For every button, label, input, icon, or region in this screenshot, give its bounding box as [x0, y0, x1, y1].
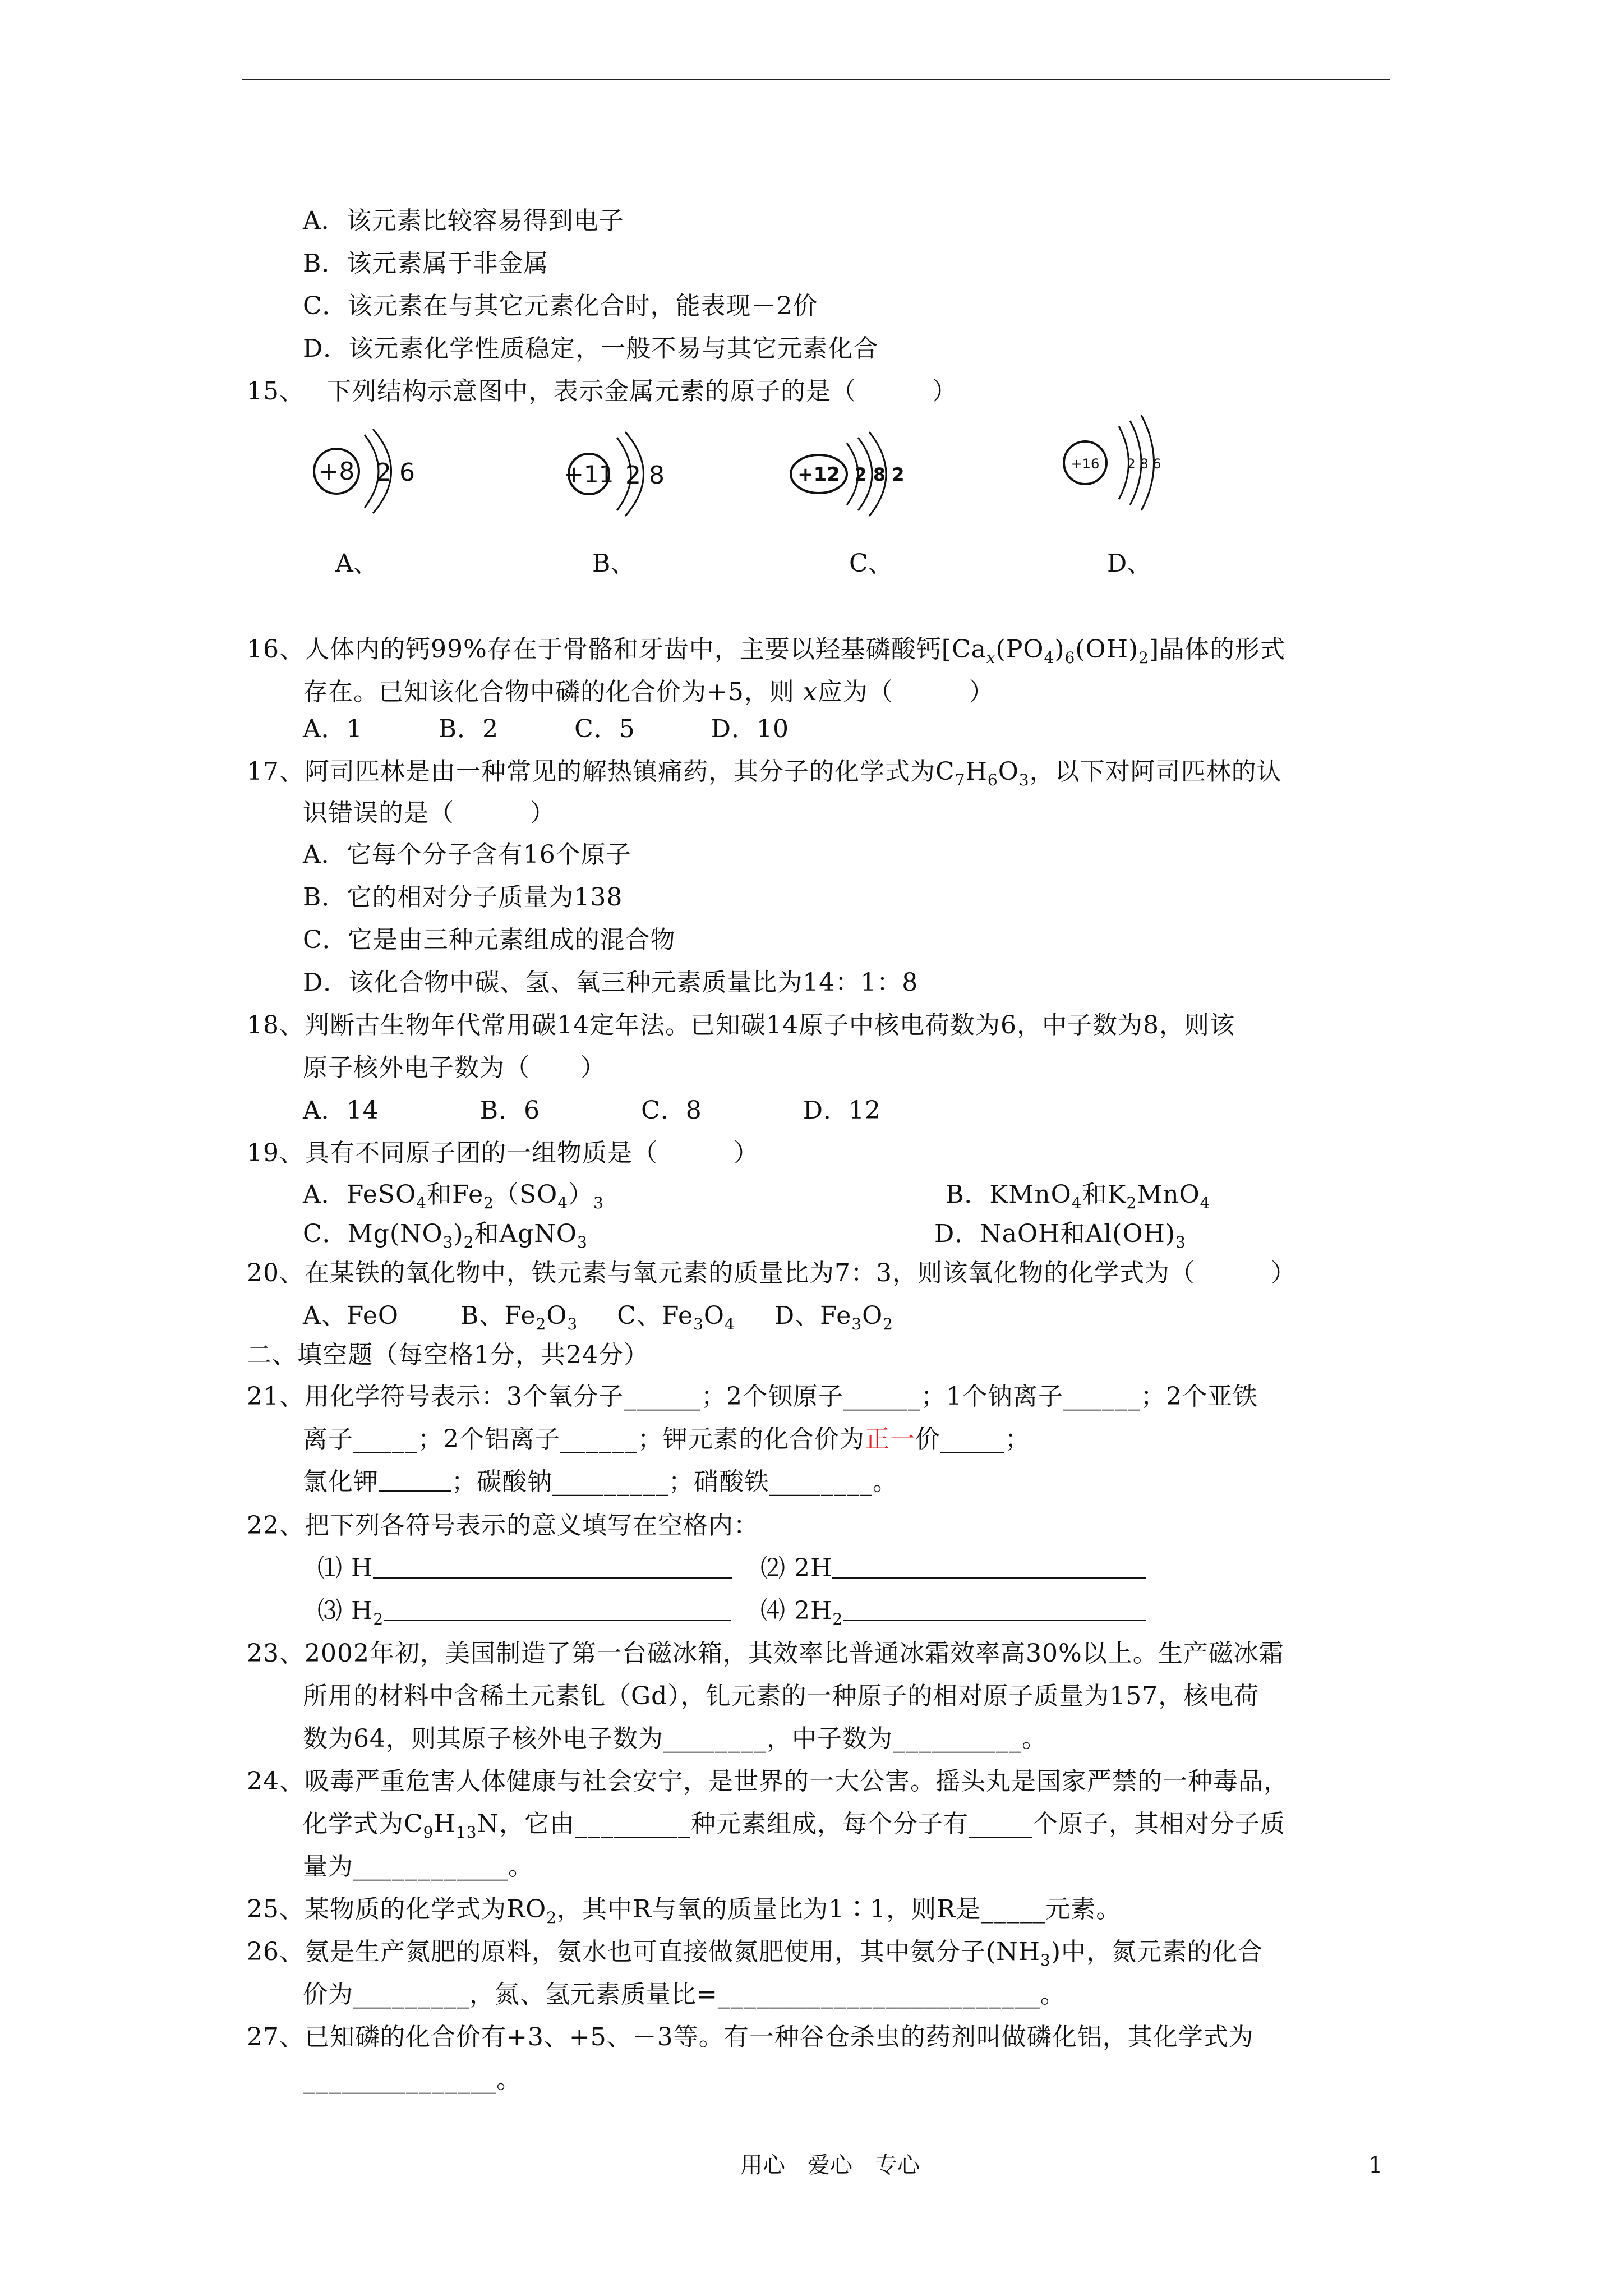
atom-a-shells: 2 6 — [376, 458, 415, 487]
atom-c-shells: 2 8 2 — [854, 464, 905, 485]
q27-line1: 27、已知磷的化合价有+3、+5、－3等。有一种谷仓杀虫的药剂叫做磷化铝，其化学式为 — [247, 2023, 1254, 2051]
q21-line3: 氯化钾 ；碳酸钠_________；硝酸铁________。 — [303, 1465, 898, 1499]
atom-diagram-d — [1060, 415, 1195, 527]
atom-b-label: B、 — [592, 549, 635, 578]
q17-line2: 识错误的是（ ） — [303, 799, 555, 827]
q22-item-1: ⑴ H — [317, 1552, 732, 1585]
q18-line1: 18、判断古生物年代常用碳14定年法。已知碳14原子中核电荷数为6，中子数为8，则该 — [247, 1011, 1235, 1039]
atom-d-shells: 2 8 6 — [1127, 456, 1161, 472]
q16-line1: 16、人体内的钙99%存在于骨骼和牙齿中，主要以羟基磷酸钙$[Ca_x(PO_4)_6(OH)_2]$晶体的形式 — [247, 635, 1286, 667]
atom-b-nucleus: +11 — [564, 461, 614, 488]
q17-option-d: D．该化合物中碳、氢、氧三种元素质量比为14：1：8 — [303, 968, 919, 997]
q20-options: A、FeO B、$Fe_2O_3$ C、$Fe_3O_4$ D、$Fe_3O_2$ — [303, 1301, 893, 1333]
q22-blank-1[interactable] — [373, 1553, 732, 1579]
q21-blank-kcl[interactable] — [379, 1465, 451, 1492]
q21-line1: 21、用化学符号表示：3个氧分子______；2个钡原子______；1个钠离子______；2个亚铁 — [247, 1382, 1258, 1411]
q21-red-text: 正一 — [865, 1425, 915, 1453]
q23-line1: 23、2002年初，美国制造了第一台磁冰箱，其效率比普通冰霜效率高30%以上。生产磁冰霜 — [247, 1639, 1284, 1668]
q22-blank-3[interactable] — [384, 1595, 731, 1621]
atom-diagram-b — [561, 418, 684, 530]
q22-blank-4[interactable] — [843, 1595, 1146, 1621]
atom-c-label: C、 — [849, 549, 893, 578]
q19-option-d: D．NaOH和$Al(OH)_3$ — [934, 1220, 1186, 1251]
q15-number: 15、 — [247, 377, 305, 406]
q14-option-a: A．该元素比较容易得到电子 — [303, 206, 624, 235]
q24-line1: 24、吸毒严重危害人体健康与社会安宁，是世界的一大公害。摇头丸是国家严禁的一种毒品， — [247, 1767, 1289, 1796]
atom-d-nucleus: +16 — [1071, 456, 1100, 472]
q14-option-c: C．该元素在与其它元素化合时，能表现－2价 — [303, 292, 818, 320]
q20-line1: 20、在某铁的氧化物中，铁元素与氧元素的质量比为7：3，则该氧化物的化学式为（ ） — [247, 1259, 1296, 1287]
q18-options: A．14 B．6 C．8 D．12 — [303, 1096, 882, 1125]
q15-text: 下列结构示意图中，表示金属元素的原子的是（ ） — [326, 377, 957, 406]
q16-options: A．1 B．2 C．5 D．10 — [303, 715, 790, 743]
atom-a-nucleus: +8 — [318, 457, 355, 486]
q27-line2: _______________。 — [303, 2065, 522, 2094]
section-2-heading: 二、填空题（每空格1分，共24分） — [247, 1341, 649, 1369]
page-number: 1 — [1368, 2152, 1383, 2178]
atom-diagram-a — [311, 412, 423, 524]
q14-option-b: B．该元素属于非金属 — [303, 249, 549, 278]
q23-line2: 所用的材料中含稀土元素钆（Gd），钆元素的一种原子的相对原子质量为157，核电荷 — [303, 1682, 1260, 1710]
page-footer: 用心 爱心 专心 — [740, 2152, 920, 2178]
q19-line1: 19、具有不同原子团的一组物质是（ ） — [247, 1139, 759, 1167]
q19-option-c: C．$Mg(NO_3)_2$和AgNO$_3$ — [303, 1220, 588, 1251]
q23-line3: 数为64，则其原子核外电子数为________，中子数为__________。 — [303, 1724, 1047, 1753]
q26-line1: 26、氨是生产氮肥的原料，氨水也可直接做氮肥使用，其中氨分子$(NH_3)$中，氮元素的化合 — [247, 1938, 1264, 1970]
q22-line1: 22、把下列各符号表示的意义填写在空格内： — [247, 1511, 759, 1540]
q15-question — [247, 375, 957, 408]
q25-line1: 25、某物质的化学式为$RO_2$，其中R与氧的质量比为1∶1，则R是_____元素。 — [247, 1895, 1122, 1927]
q24-line2: 化学式为$C_9H_{13}N$，它由_________种元素组成，每个分子有_____个原子，其相对分子质 — [303, 1810, 1286, 1842]
header-rule — [242, 79, 1390, 80]
q18-line2: 原子核外电子数为（ ） — [303, 1053, 606, 1082]
q17-option-b: B．它的相对分子质量为138 — [303, 883, 623, 912]
q21-line2: 离子_____；2个铝离子______；钾元素的化合价为正一价_____； — [303, 1425, 1030, 1453]
q22-item-4: ⑷ $2H_2$ — [760, 1594, 1146, 1628]
atom-d-label: D、 — [1107, 549, 1152, 578]
q24-line3: 量为____________。 — [303, 1852, 533, 1881]
q17-option-c: C．它是由三种元素组成的混合物 — [303, 926, 676, 954]
q16-line2: 存在。已知该化合物中磷的化合价为+5，则 x应为（ ） — [303, 678, 994, 706]
q14-option-d: D．该元素化学性质稳定，一般不易与其它元素化合 — [303, 334, 879, 363]
q22-item-3: ⑶ $H_2$ — [317, 1594, 731, 1628]
q22-item-2: ⑵ 2H — [760, 1552, 1146, 1585]
q19-option-b: B．KMnO$_4$和$K_2MnO_4$ — [946, 1180, 1211, 1212]
q22-blank-2[interactable] — [832, 1553, 1146, 1579]
q19-option-a: A．FeSO$_4$和$Fe_2(SO_4)_3$ — [303, 1180, 604, 1212]
atom-a-label: A、 — [335, 549, 378, 578]
q26-line2: 价为_________，氮、氢元素质量比=_________________________。 — [303, 1980, 1066, 2009]
q17-option-a: A．它每个分子含有16个原子 — [303, 840, 631, 869]
q17-line1: 17、阿司匹林是由一种常见的解热镇痛药，其分子的化学式为$C_7H_6O_3$，以下对阿司匹林的认 — [247, 757, 1282, 789]
atom-diagram-c — [785, 418, 931, 530]
atom-b-shells: 2 8 — [625, 461, 665, 490]
atom-c-nucleus: +12 — [797, 463, 840, 486]
